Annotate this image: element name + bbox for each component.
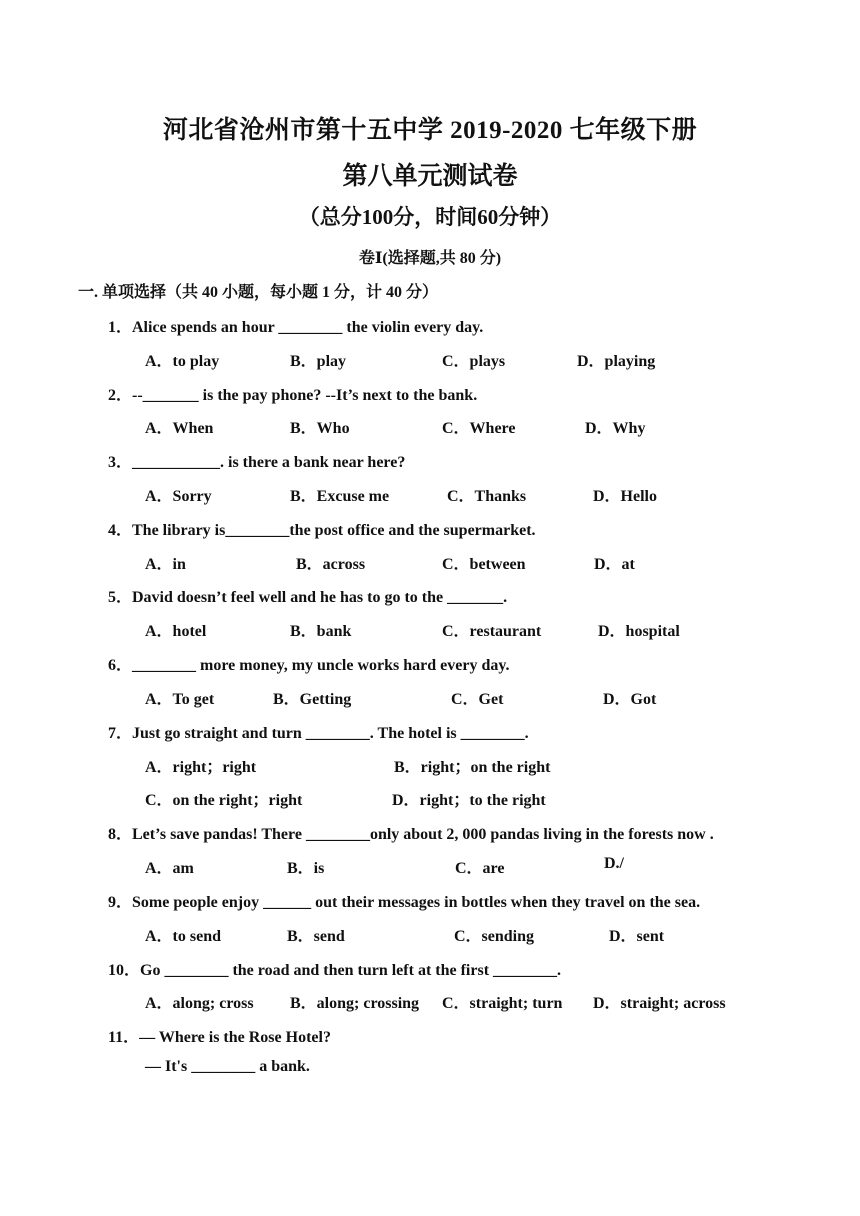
option-c: C．Where <box>442 420 516 437</box>
question-stem: 9．Some people enjoy ______ out their messages in bottles when they travel on the sea. <box>108 894 701 911</box>
option-a: A．to play <box>145 353 220 370</box>
section-heading: 一. 单项选择（共 40 小题，每小题 1 分，计 40 分） <box>78 284 439 301</box>
option-a: A．To get <box>145 691 215 708</box>
option-c: C．sending <box>454 928 535 945</box>
option-d: D．Got <box>603 691 657 708</box>
option-c: C．are <box>455 860 505 877</box>
exam-subtitle: 第八单元测试卷 <box>342 163 518 190</box>
option-d: D．Why <box>585 420 646 437</box>
option-b: B．Who <box>290 420 350 437</box>
question-stem: 7．Just go straight and turn ________. The hotel is ________. <box>108 725 529 742</box>
exam-score-time: （总分100分，时间60分钟） <box>298 205 562 229</box>
question-stem: 10．Go ________ the road and then turn left at the first ________. <box>108 962 562 979</box>
option-c: C．straight; turn <box>442 995 563 1012</box>
option-d: D．straight; across <box>593 995 726 1012</box>
option-c: C．between <box>442 556 526 573</box>
option-b: B．play <box>290 353 347 370</box>
option-b: B．across <box>296 556 366 573</box>
option-a: A．right；right <box>145 759 257 776</box>
volume-heading: 卷Ⅰ(选择题,共 80 分) <box>358 250 502 267</box>
option-a: A．When <box>145 420 214 437</box>
option-a: A．Sorry <box>145 488 212 505</box>
question-stem: 11．— Where is the Rose Hotel? <box>108 1029 331 1046</box>
dialogue-answer-line: — It's ________ a bank. <box>145 1058 310 1075</box>
question-stem: 5．David doesn’t feel well and he has to go to the _______. <box>108 589 508 606</box>
option-b: B．along; crossing <box>290 995 420 1012</box>
option-c: C．Thanks <box>447 488 527 505</box>
option-a: A．to send <box>145 928 222 945</box>
question-stem: 4．The library is________the post office and the supermarket. <box>108 522 536 539</box>
option-c: C．on the right；right <box>145 792 303 809</box>
option-d: D．hospital <box>598 623 680 640</box>
question-stem: 6．________ more money, my uncle works hard every day. <box>108 657 510 674</box>
option-b: B．is <box>287 860 325 877</box>
question-stem: 8．Let’s save pandas! There ________only about 2, 000 pandas living in the forests now . <box>108 826 714 843</box>
option-b: B．Getting <box>273 691 352 708</box>
option-b: B．send <box>287 928 345 945</box>
question-stem: 1．Alice spends an hour ________ the violin every day. <box>108 319 484 336</box>
option-c: C．restaurant <box>442 623 542 640</box>
question-stem: 2．--_______ is the pay phone? --It’s next to the bank. <box>108 387 478 404</box>
option-d: D．Hello <box>593 488 657 505</box>
option-a: A．am <box>145 860 194 877</box>
exam-title: 河北省沧州市第十五中学 2019-2020 七年级下册 <box>162 117 698 144</box>
question-stem: 3．___________. is there a bank near here? <box>108 454 406 471</box>
option-d: D．sent <box>609 928 665 945</box>
option-a: A．hotel <box>145 623 207 640</box>
option-a: A．in <box>145 556 186 573</box>
option-d: D．playing <box>577 353 656 370</box>
option-d: D./ <box>604 855 624 872</box>
option-d: D．right；to the right <box>392 792 546 809</box>
option-b: B．bank <box>290 623 352 640</box>
option-c: C．plays <box>442 353 506 370</box>
option-a: A．along; cross <box>145 995 254 1012</box>
option-d: D．at <box>594 556 635 573</box>
option-b: B．right；on the right <box>394 759 551 776</box>
option-b: B．Excuse me <box>290 488 390 505</box>
option-c: C．Get <box>451 691 504 708</box>
